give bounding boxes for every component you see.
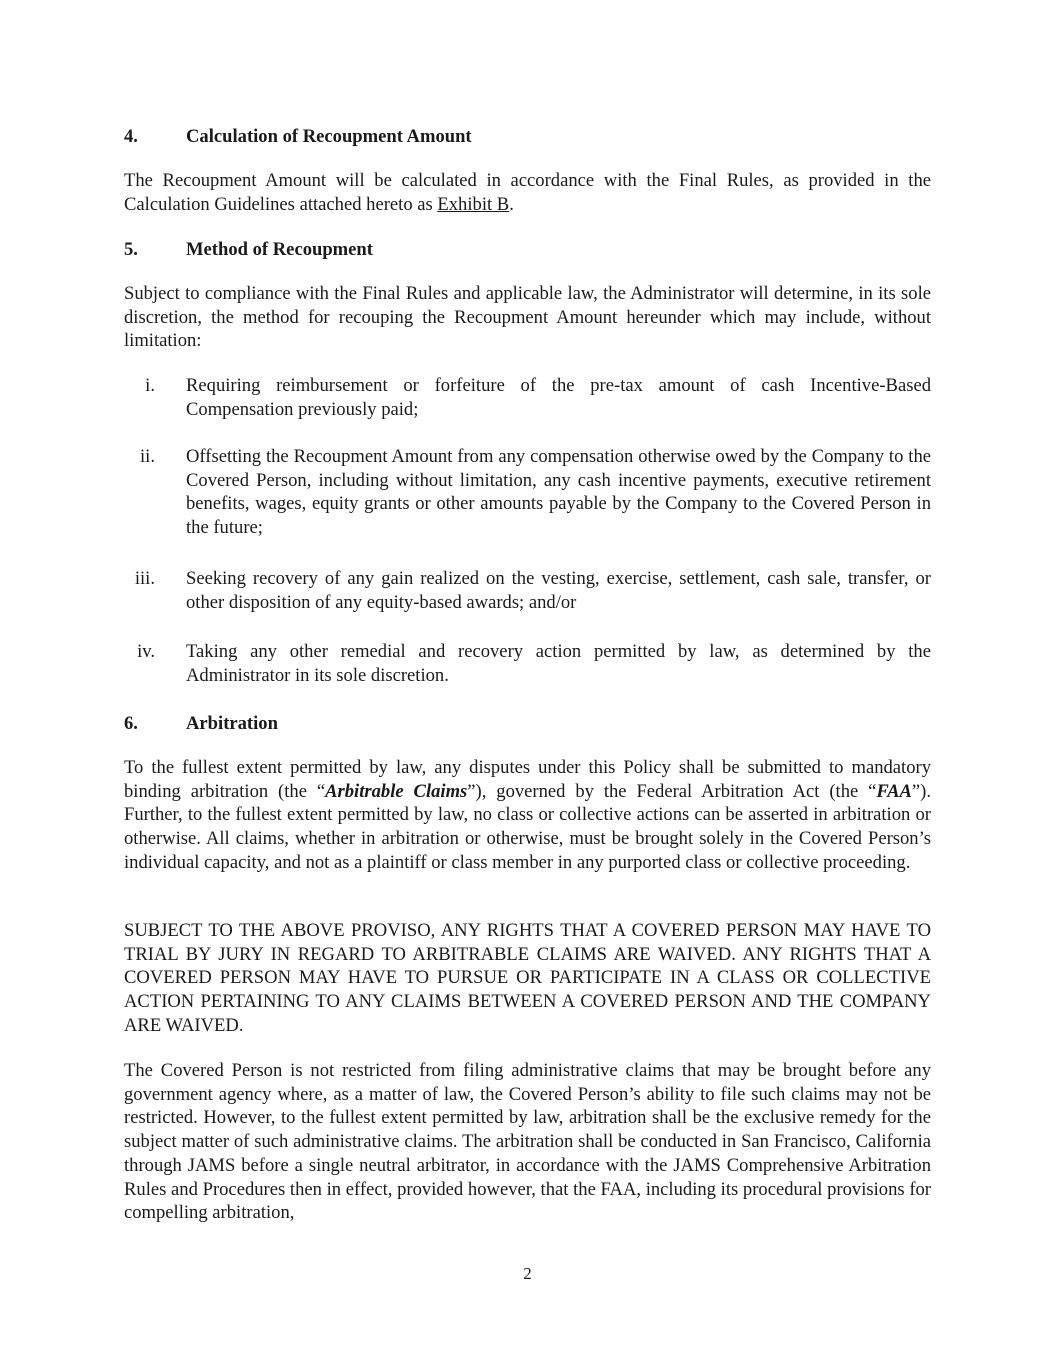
exhibit-b-link[interactable]: Exhibit B (437, 193, 510, 215)
defined-term-arbitrable-claims: Arbitrable Claims (325, 780, 468, 802)
section-6-jury-waiver-paragraph: SUBJECT TO THE ABOVE PROVISO, ANY RIGHTS THAT A COVERED PERSON MAY HAVE TO TRIAL BY JURY IN REGARD TO ARBITRABLE CLAIMS ARE WAIVED. ANY RIGHTS THAT A COVERED PERSON MAY HAVE TO PURSUE OR PARTICIPATE IN A CLASS OR COLLECTIVE ACTION PERTAINING TO ANY CLAIMS BETWEEN A COVERED PERSON AND THE COMPANY ARE WAIVED. (124, 920, 931, 1036)
section-number: 6. (124, 713, 138, 734)
paragraph-text: ”), governed by the Federal Arbitration Act (the “ (467, 780, 877, 802)
list-item-text: Seeking recovery of any gain realized on the vesting, exercise, settlement, cash sale, transfer, or other disposition of any equity-based awards; and/or (186, 568, 931, 613)
paragraph-text: To the fullest extent permitted by law, any disputes under this Policy shall be submitted to mandatory binding arbitration (the “ (124, 757, 931, 802)
paragraph-text: ”). Further, to the fullest extent permitted by law, no class or collective actions can be asserted in arbitration or otherwise. All claims, whether in arbitration or otherwise, must be brought solely in the Covered Person’s individual capacity, and not as a plaintiff or class member in any purported class or collective proceeding. (124, 780, 931, 873)
paragraph-text: The Recoupment Amount will be calculated in accordance with the Final Rules, as provided in the Calculation Guidelines attached hereto as (124, 170, 931, 215)
defined-term-faa: FAA (876, 780, 912, 802)
section-4-paragraph (124, 169, 931, 216)
section-6-paragraph-1 (124, 756, 931, 875)
section-6-heading (124, 712, 278, 736)
section-number: 5. (124, 239, 138, 260)
list-item-text: Requiring reimbursement or forfeiture of the pre-tax amount of cash Incentive-Based Compensation previously paid; (186, 375, 931, 420)
list-marker: iv. (137, 641, 155, 662)
list-marker: ii. (140, 446, 155, 467)
section-4-heading (124, 125, 472, 149)
section-6-paragraph-3: The Covered Person is not restricted from filing administrative claims that may be brought before any government agency where, as a matter of law, the Covered Person’s ability to file such claims may not be restricted. However, to the fullest extent permitted by law, arbitration shall be the exclusive remedy for the subject matter of such administrative claims. The arbitration shall be conducted in San Francisco, California through JAMS before a single neutral arbitrator, in accordance with the JAMS Comprehensive Arbitration Rules and Procedures then in effect, provided however, that the FAA, including its procedural provisions for compelling arbitration, (124, 1060, 931, 1224)
section-number: 4. (124, 126, 138, 147)
section-title: Calculation of Recoupment Amount (186, 126, 472, 147)
list-item-text: Taking any other remedial and recovery action permitted by law, as determined by the Administrator in its sole discretion. (186, 641, 931, 686)
list-item-text: Offsetting the Recoupment Amount from any compensation otherwise owed by the Company to the Covered Person, including without limitation, any cash incentive payments, executive retirement benefits, wages, equity grants or other amounts payable by the Company to the Covered Person in the future; (186, 446, 931, 539)
section-5-heading (124, 238, 373, 262)
section-title: Method of Recoupment (186, 239, 373, 260)
page-number: 2 (523, 1264, 532, 1283)
section-5-intro: Subject to compliance with the Final Rules and applicable law, the Administrator will determine, in its sole discretion, the method for recouping the Recoupment Amount hereunder which may include, without limitation: (124, 283, 931, 352)
list-marker: i. (145, 375, 155, 396)
list-marker: iii. (134, 568, 155, 589)
section-title: Arbitration (186, 713, 278, 734)
paragraph-text: . (509, 193, 514, 215)
